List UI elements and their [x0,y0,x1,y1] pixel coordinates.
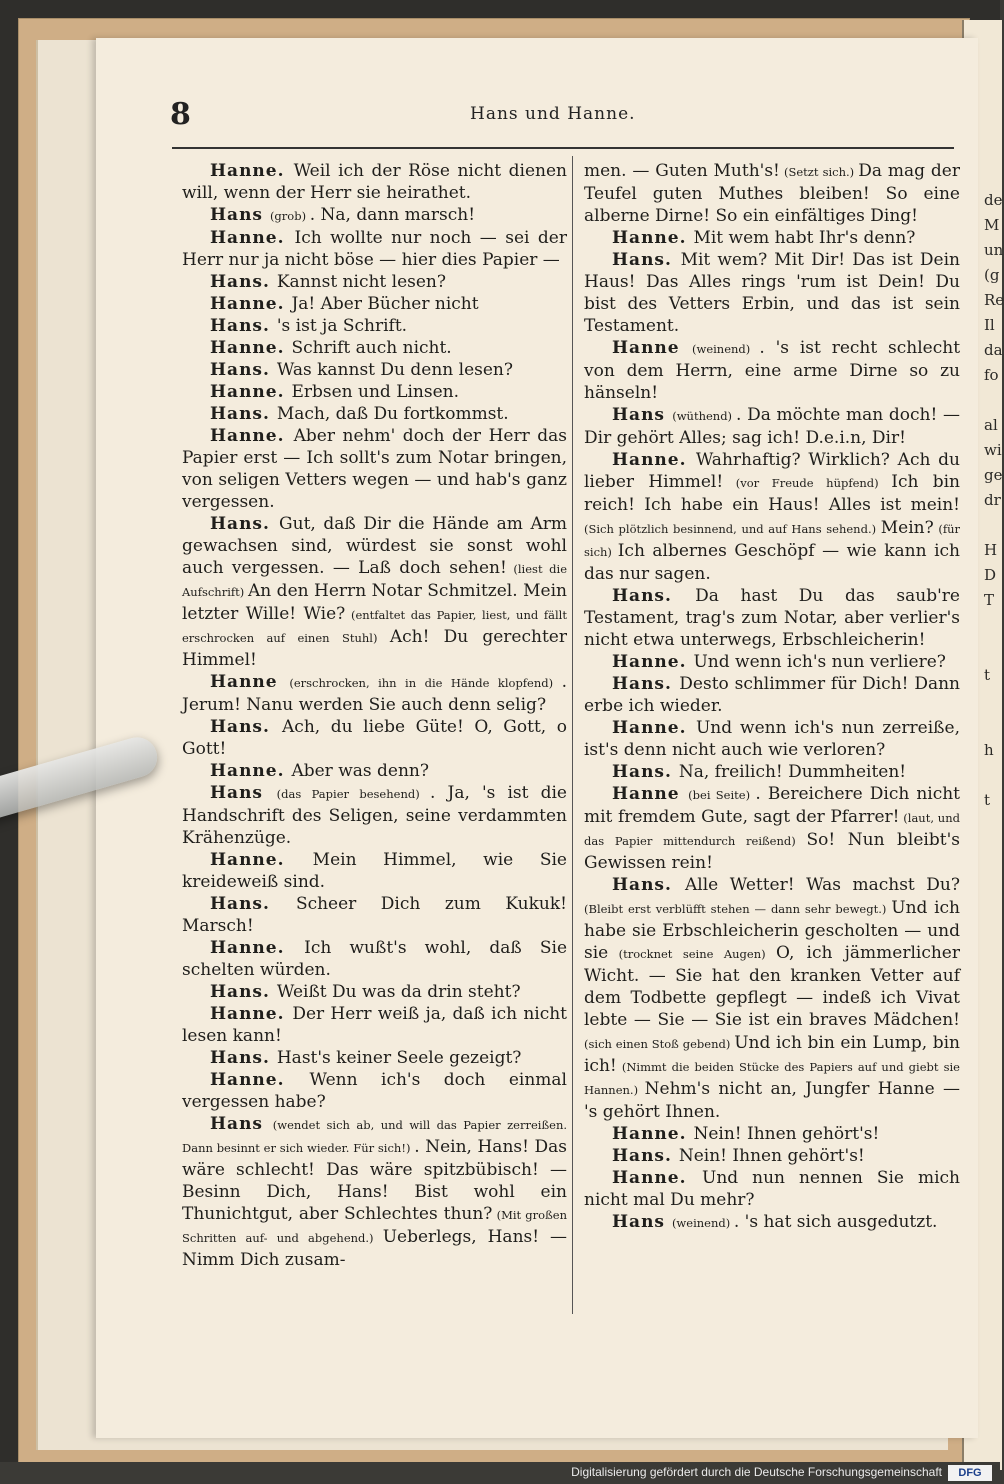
speaker-name: Hanne. [612,228,694,248]
speaker-name: Hans. [612,250,681,270]
facing-page-fragment: Re [984,291,1004,309]
stage-direction: (liest die Aufschrift) [182,562,567,599]
running-head: Hans und Hanne. [470,104,636,124]
dialogue-text: . 's hat sich ausgedutzt. [733,1212,938,1232]
dialogue-text: Mach, daß Du fortkommst. [276,404,509,424]
speaker-name: Hans [210,783,277,803]
speaker-name: Hans. [210,404,277,424]
dialogue-paragraph [584,651,960,673]
dialogue-paragraph [584,1167,960,1211]
facing-page-fragment: dr [984,491,1001,509]
dialogue-text: Erbsen und Linsen. [291,382,460,402]
dialogue-text: . Da möchte man doch! — Dir gehört Alles; sag ich! D.e.i.n, Dir! [584,405,960,448]
dialogue-paragraph [584,337,960,404]
speaker-name: Hans. [612,762,679,782]
speaker-name: Hans. [210,514,280,534]
stage-direction: (das Papier besehend) [276,787,431,801]
dialogue-paragraph [584,761,960,783]
dialogue-paragraph [584,1145,960,1167]
dialogue-text: Und wenn ich's nun zerreiße, ist's denn nicht auch wie verloren? [584,718,960,760]
speaker-name: Hans. [210,717,283,737]
dialogue-paragraph [182,359,567,381]
facing-page-fragment: Il [984,316,995,334]
speaker-name: Hans [612,405,673,425]
stage-direction: (sich einen Stoß gebend) [584,1037,735,1051]
dialogue-paragraph [182,893,567,937]
dialogue-text: Gut, daß Dir die Hände am Arm gewachsen sind, würdest sie sonst wohl auch vergessen. — Laß doch sehen! [182,514,567,578]
dialogue-text: Nein! Ihnen gehört's! [678,1146,865,1166]
speaker-name: Hans. [612,1146,679,1166]
dialogue-paragraph [182,849,567,893]
header-rule [172,147,954,149]
dialogue-text: 's ist ja Schrift. [276,316,408,336]
dialogue-paragraph [584,874,960,1123]
speaker-name: Hans. [210,1048,277,1068]
dialogue-paragraph [182,381,567,403]
speaker-name: Hanne. [612,450,696,470]
dialogue-text: Nein! Ihnen gehört's! [693,1124,880,1144]
facing-page-fragment: t [984,666,991,684]
dialogue-text: . Na, dann marsch! [309,205,476,225]
stage-direction: (bei Seite) [688,788,756,802]
speaker-name: Hanne. [210,382,292,402]
dialogue-text: Ich albernes Geschöpf — wie kann ich das nur sagen. [584,541,960,584]
dialogue-text: Was kannst Du denn lesen? [276,360,513,380]
dialogue-text: Ich wußt's wohl, daß Sie schelten würden. [182,938,567,980]
stage-direction: (entfaltet das Papier, liest, und fällt erschrocken auf einen Stuhl) [182,608,567,645]
dialogue-text: Nehm's nicht an, Jungfer Hanne — 's gehört Ihnen. [584,1079,960,1122]
dialogue-paragraph [182,1069,567,1113]
dialogue-paragraph [584,673,960,717]
speaker-name: Hanne. [210,294,292,314]
dialogue-paragraph [584,783,960,874]
dialogue-paragraph [182,315,567,337]
speaker-name: Hanne. [210,1070,310,1090]
stage-direction: (grob) [269,209,310,223]
speaker-name: Hans. [210,894,296,914]
speaker-name: Hans. [612,674,680,694]
stage-direction: (laut, und das Papier mittendurch reißend) [584,811,960,848]
dialogue-text: . Jerum! Nanu werden Sie auch denn selig? [182,672,568,715]
dialogue-text: men. — Guten Muth's! [584,161,780,181]
dialogue-text: Schrift auch nicht. [291,338,452,358]
dialogue-paragraph [584,1211,960,1234]
dialogue-text: Desto schlimmer für Dich! Dann erbe ich wieder. [584,674,960,716]
speaker-name: Hanne. [612,718,696,738]
dialogue-paragraph [182,513,567,671]
stage-direction: (erschrocken, ihn in die Hände klopfend) [289,676,562,690]
speaker-name: Hanne. [612,652,694,672]
page-number: 8 [170,97,191,132]
stage-direction: (weinend) [671,1216,734,1230]
facing-page-fragment: fo [984,366,999,384]
stage-direction: (trocknet seine Augen) [608,947,777,961]
speaker-name: Hans [210,1114,273,1134]
speaker-name: Hanne. [210,228,295,248]
speaker-name: Hanne. [210,1004,293,1024]
speaker-name: Hanne. [210,938,305,958]
dialogue-text: Scheer Dich zum Kukuk! Marsch! [182,894,567,936]
dialogue-text: Wahrhaftig? Wirklich? Ach du lieber Himmel! [584,450,961,492]
dialogue-paragraph [182,204,567,227]
speaker-name: Hans [210,205,270,225]
dialogue-text: Wenn ich's doch einmal vergessen habe? [182,1070,567,1112]
speaker-name: Hanne. [210,161,294,181]
dialogue-text: Aber nehm' doch der Herr das Papier erst — Ich sollt's zum Notar bringen, von seligen Vetters wegen — und hab's ganz vergessen. [182,426,568,512]
speaker-name: Hanne. [210,761,292,781]
dialogue-paragraph [182,403,567,425]
stage-direction: (vor Freude hüpfend) [723,476,892,490]
dialogue-text: Und wenn ich's nun verliere? [693,652,946,672]
dialogue-paragraph [182,671,567,716]
dialogue-paragraph [182,1047,567,1069]
facing-page-fragment: M [984,216,1000,234]
stage-direction: (für sich) [584,522,960,559]
speaker-name: Hanne [210,672,290,692]
stage-direction: (Mit großen Schritten auf- und abgehend.) [182,1208,567,1245]
dialogue-paragraph [182,160,567,204]
dialogue-text: Da mag der Teufel guten Muthes bleiben! So eine alberne Dirne! So ein einfältiges Ding! [584,161,960,226]
dfg-logo: DFG [948,1465,992,1481]
dialogue-text: Mit wem habt Ihr's denn? [693,228,916,248]
facing-page-fragment: de [984,191,1003,209]
dialogue-paragraph [182,293,567,315]
dialogue-paragraph [584,449,960,585]
speaker-name: Hanne [612,338,692,358]
dialogue-paragraph [182,227,567,271]
facing-page-fragment: D [984,566,997,584]
right-column [584,160,960,1234]
stage-direction: (Bleibt erst verblüfft stehen — dann sehr bewegt.) [584,902,892,916]
dialogue-paragraph [182,760,567,782]
facing-page-fragment: ge [984,466,1003,484]
speaker-name: Hans [612,1212,672,1232]
dialogue-paragraph [584,227,960,249]
dialogue-paragraph [584,249,960,337]
dialogue-text: Alle Wetter! Was machst Du? [684,875,960,895]
speaker-name: Hans. [612,586,696,606]
dialogue-text: Und ich bin ein Lump, bin ich! [584,1033,960,1076]
speaker-name: Hans. [210,360,277,380]
dialogue-text: . 's ist recht schlecht von dem Herrn, eine arme Dirne so zu hänseln! [584,338,961,403]
dialogue-text: Mein Himmel, wie Sie kreideweiß sind. [182,850,567,892]
speaker-name: Hans. [612,875,685,895]
stage-direction: (Setzt sich.) [779,165,859,179]
dialogue-text: Ich wollte nur noch — sei der Herr nur ja nicht böse — hier dies Papier — [182,228,567,270]
dialogue-text: Hast's keiner Seele gezeigt? [276,1048,522,1068]
left-column [182,160,567,1271]
facing-page-fragment: t [984,791,991,809]
dialogue-text: An den Herrn Notar Schmitzel. Mein letzter Wille! Wie? [182,581,567,624]
dialogue-paragraph [182,782,567,849]
speaker-name: Hanne [612,784,689,804]
dialogue-text: Weil ich der Röse nicht dienen will, wenn der Herr sie heirathet. [182,161,567,203]
stage-direction: (weinend) [691,342,760,356]
speaker-name: Hans. [210,982,277,1002]
dialogue-paragraph [182,981,567,1003]
dialogue-paragraph [584,404,960,449]
dialogue-paragraph [182,271,567,293]
speaker-name: Hanne. [210,850,313,870]
speaker-name: Hanne. [612,1124,694,1144]
dialogue-text: Na, freilich! Dummheiten! [678,762,907,782]
dialogue-paragraph [182,1113,567,1271]
dialogue-paragraph [182,1003,567,1047]
footer-bar [0,1462,1000,1484]
stage-direction: (wüthend) [672,409,736,423]
dialogue-text: Ach! Du gerechter Himmel! [182,627,567,670]
facing-page-fragment: da [984,341,1003,359]
digitization-credit: Digitalisierung gefördert durch die Deutsche Forschungsgemeinschaft [571,1465,942,1479]
dialogue-text: Ach, du liebe Güte! O, Gott, o Gott! [182,717,567,759]
dialogue-paragraph [182,937,567,981]
stage-direction: (Sich plötzlich besinnend, und auf Hans sehend.) [584,522,881,536]
facing-page-fragment: T [984,591,995,609]
dialogue-text: Weißt Du was da drin steht? [276,982,521,1002]
facing-page-fragment: (g [984,266,1000,284]
dialogue-text: Und nun nennen Sie mich nicht mal Du mehr? [584,1168,960,1210]
stage-direction: (wendet sich ab, und will das Papier zerreißen. Dann besinnt er sich wieder. Für sich!) [182,1118,568,1155]
dialogue-paragraph [182,337,567,359]
dialogue-text: Ueberlegs, Hans! — Nimm Dich zusam- [182,1227,567,1270]
dialogue-text: Mit wem? Mit Dir! Das ist Dein Haus! Das Alles rings 'rum ist Dein! Du bist des Vetters Erbin, und das ist sein Testament. [584,250,960,336]
dialogue-text: Und ich habe sie Erbschleicherin gescholten — und sie [584,898,960,963]
dialogue-paragraph [584,160,960,227]
facing-page-fragment: wi [984,441,1002,459]
dialogue-text: Ich bin reich! Ich habe ein Haus! Alles ist mein! [584,472,961,515]
stage-direction: (Nimmt die beiden Stücke des Papiers auf und giebt sie Hannen.) [584,1060,960,1097]
dialogue-paragraph [182,716,567,760]
column-divider [572,156,573,1314]
dialogue-text: Aber was denn? [291,761,429,781]
speaker-name: Hanne. [210,426,294,446]
facing-page-fragment: al [984,416,998,434]
dialogue-text: Da hast Du das saub're Testament, trag's zum Notar, aber verlier's nicht etwa unterwegs, Erbschleicherin! [584,586,960,650]
dialogue-paragraph [182,425,567,513]
dialogue-text: O, ich jämmerlicher Wicht. — Sie hat den kranken Vetter auf dem Todbette gepflegt — indeß ich Vivat lebte — Sie — Sie ist ein braves Mädchen! [584,943,960,1030]
dialogue-paragraph [584,585,960,651]
facing-page-fragment: h [984,741,994,759]
speaker-name: Hans. [210,272,277,292]
dialogue-text: Kannst nicht lesen? [276,272,446,292]
dialogue-paragraph [584,717,960,761]
speaker-name: Hanne. [612,1168,703,1188]
dialogue-text: Der Herr weiß ja, daß ich nicht lesen kann! [182,1004,568,1046]
dialogue-text: . Ja, 's ist die Handschrift des Seligen, seine verdammten Krähenzüge. [182,783,567,848]
facing-page-fragment: H [984,541,998,559]
dialogue-text: So! Nun bleibt's Gewissen rein! [584,830,960,873]
dialogue-paragraph [584,1123,960,1145]
facing-page-fragment: un [984,241,1004,259]
dialogue-text: . Bereichere Dich nicht mit fremdem Gute, sagt der Pfarrer! [584,784,961,827]
dialogue-text: Ja! Aber Bücher nicht [291,294,479,314]
dialogue-text: . Nein, Hans! Das wäre schlecht! Das wäre spitzbübisch! — Besinn Dich, Hans! Bist wohl ein Thunichtgut, aber Schlechtes thun? [182,1137,567,1224]
dialogue-text: Mein? [880,518,934,538]
speaker-name: Hanne. [210,338,292,358]
speaker-name: Hans. [210,316,277,336]
